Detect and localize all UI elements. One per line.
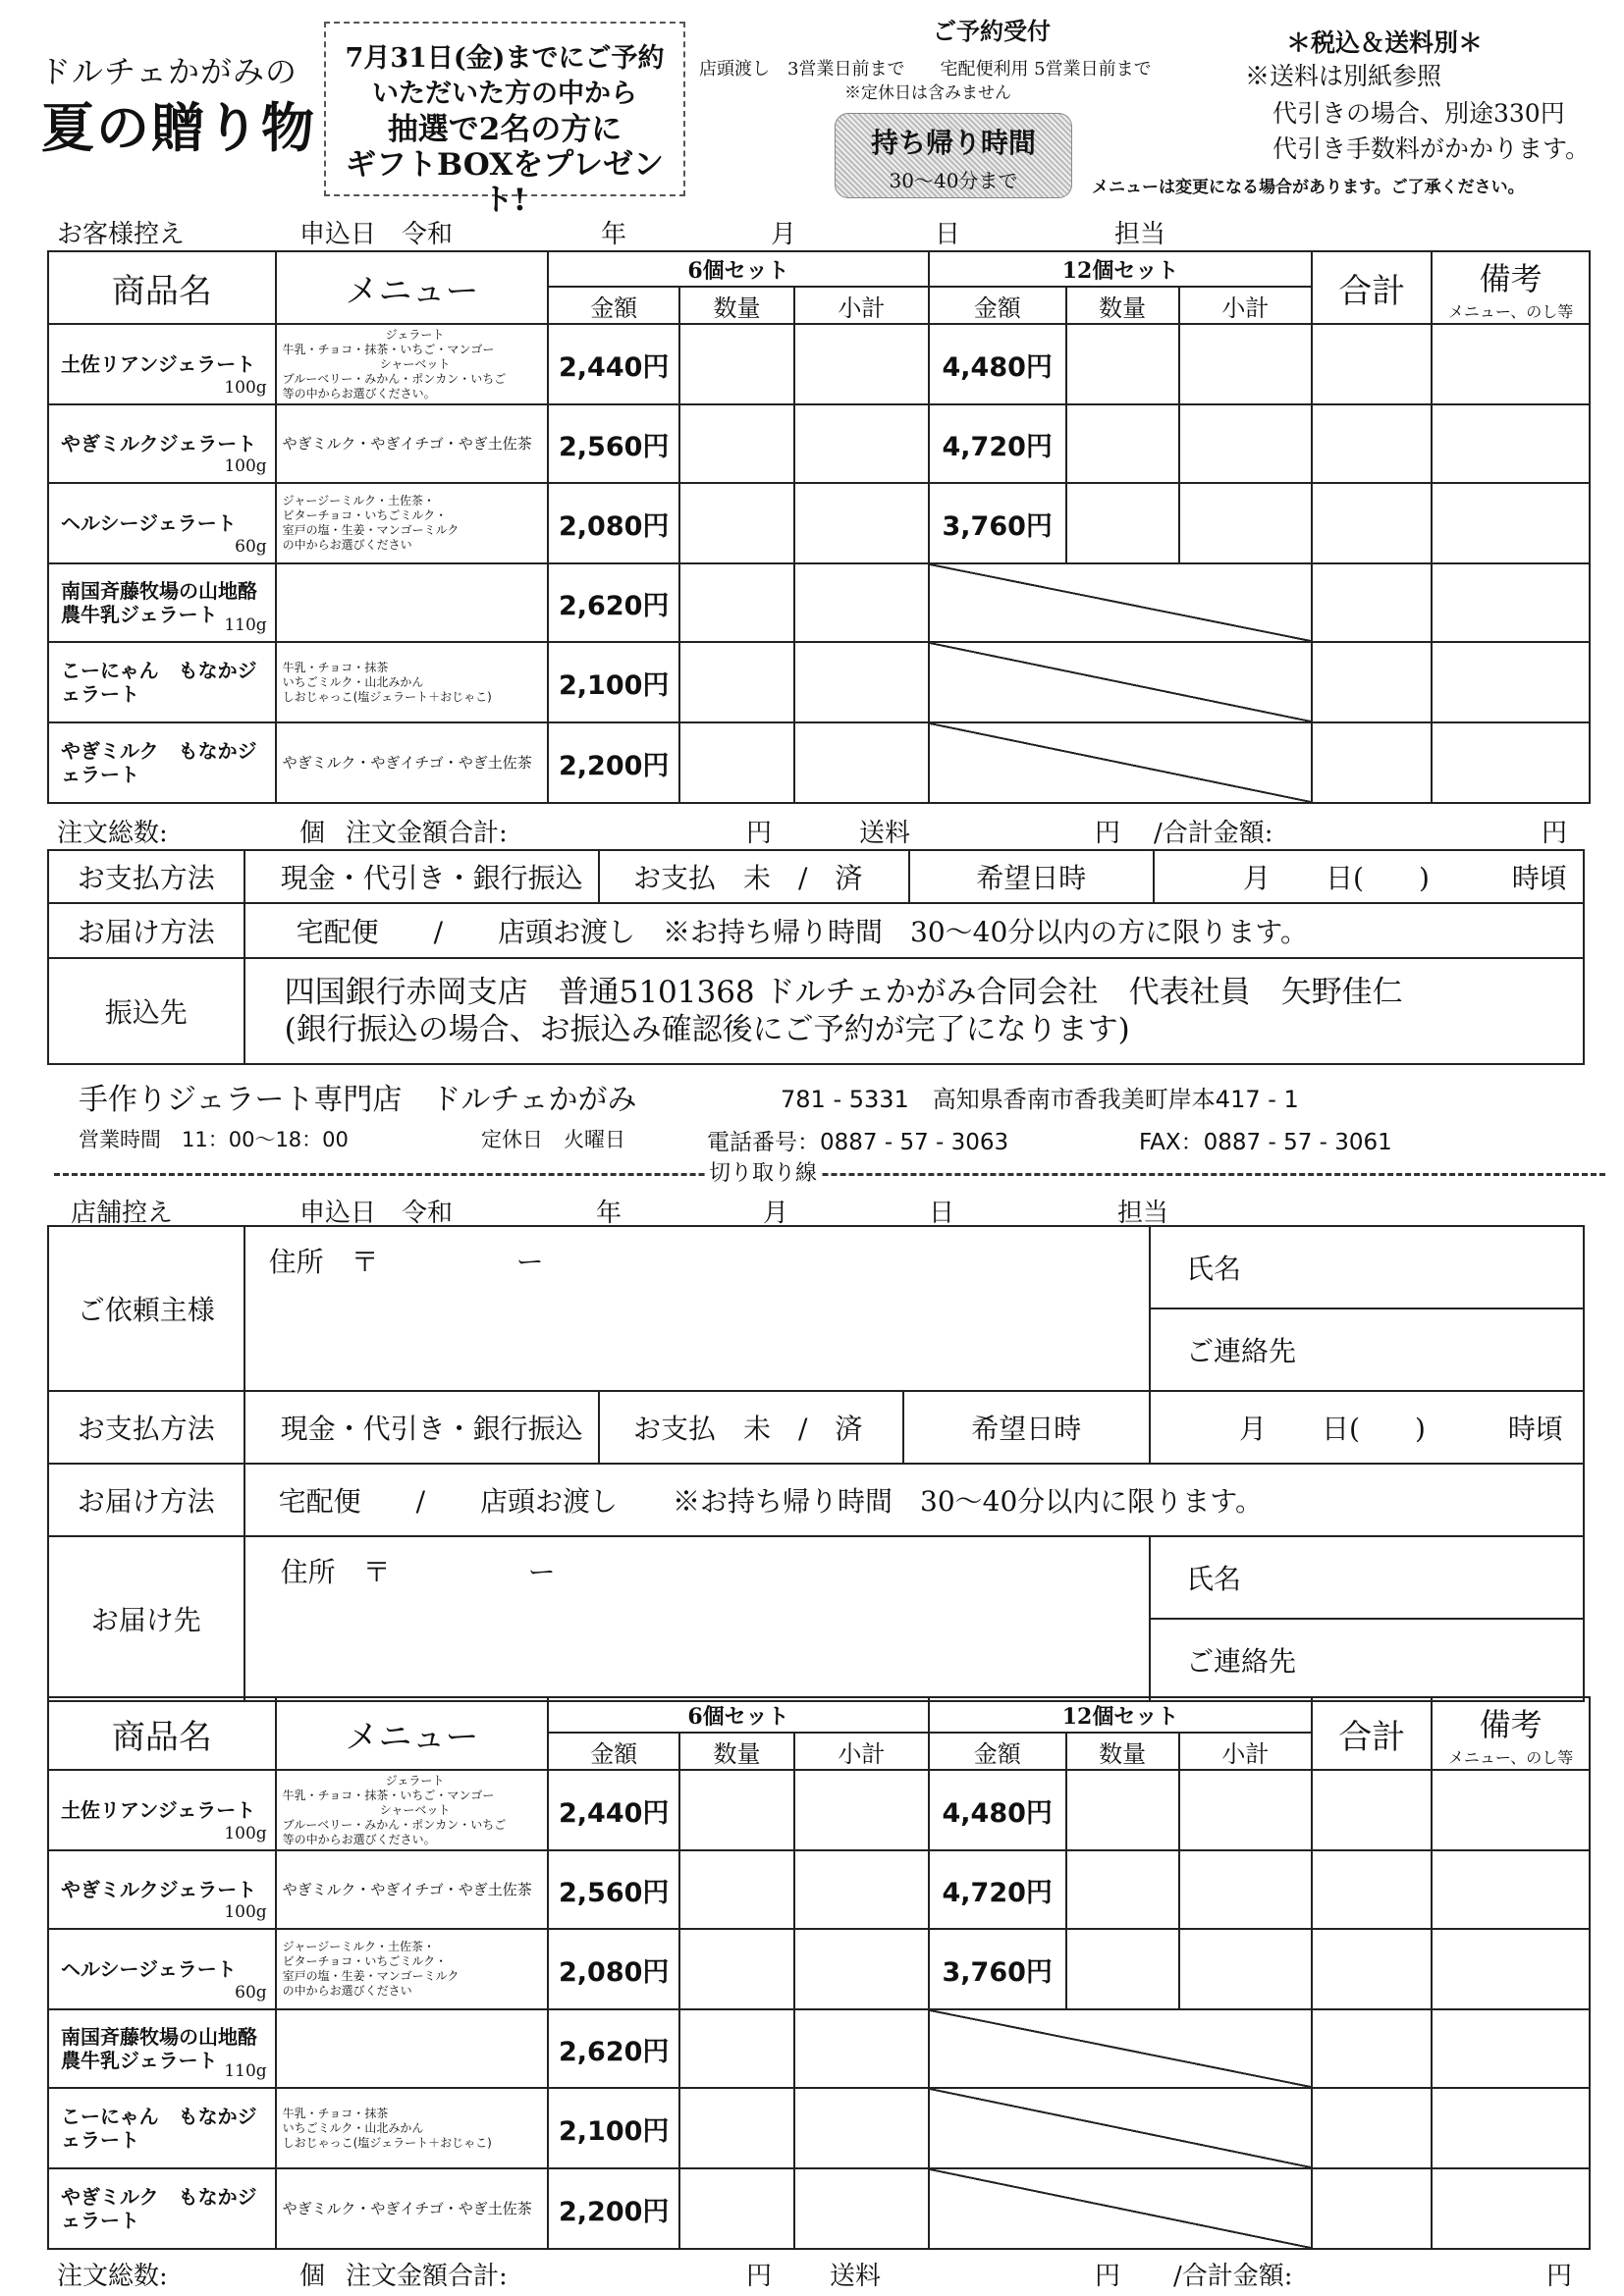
product-menu-line: ジェラート bbox=[385, 1773, 445, 1788]
product-row bbox=[48, 1929, 1590, 2009]
product-menu-line: ビターチョコ・いちごミルク・ bbox=[282, 1954, 448, 1968]
order-count-unit: 個 bbox=[299, 2262, 326, 2291]
order-amount-yen: 円 bbox=[746, 2262, 773, 2291]
set-12-unavailable bbox=[929, 2009, 1313, 2088]
shop-delivery-label: お届け方法 bbox=[48, 1464, 244, 1536]
product-row bbox=[48, 1850, 1590, 1929]
wish-date-value[interactable]: 月 日( ) 時頃 bbox=[1154, 850, 1584, 903]
row-total[interactable] bbox=[1312, 324, 1432, 404]
subtotal-6[interactable] bbox=[794, 642, 929, 722]
cut-line-label: 切り取り線 bbox=[705, 1156, 821, 1187]
recipient-address[interactable]: 住所 〒 ー bbox=[244, 1536, 1150, 1701]
product-menu bbox=[276, 404, 549, 483]
shop-staff-label: 担当 bbox=[1117, 1199, 1169, 1228]
product-menu-line: 室戸の塩・生姜・マンゴーミルク bbox=[282, 1969, 460, 1983]
subtotal-6[interactable] bbox=[794, 404, 929, 483]
takeout-badge bbox=[835, 113, 1072, 198]
cut-line bbox=[54, 1173, 1605, 1176]
subtotal-12[interactable] bbox=[1179, 404, 1313, 483]
product-menu-line: しおじゃっこ(塩ジェラート＋おじゃこ) bbox=[282, 2135, 492, 2150]
set-12-unavailable bbox=[929, 2088, 1313, 2168]
product-row bbox=[48, 324, 1590, 404]
requester-name[interactable]: 氏名 bbox=[1150, 1226, 1584, 1308]
requester-label: ご依頼主様 bbox=[48, 1226, 244, 1391]
recipient-label: お届け先 bbox=[48, 1536, 244, 1701]
qty-6[interactable] bbox=[679, 483, 794, 563]
product-name-text: 南国斉藤牧場の山地酪農牛乳ジェラート bbox=[61, 2025, 257, 2072]
promo-line-1: 7月31日(金)までにご予約 bbox=[345, 43, 665, 74]
row-remarks[interactable] bbox=[1432, 483, 1590, 563]
row-total[interactable] bbox=[1312, 1929, 1432, 2009]
row-remarks[interactable] bbox=[1432, 1770, 1590, 1850]
price-6: 2,100円 bbox=[548, 2088, 679, 2168]
shop-day-label: 日 bbox=[929, 1199, 955, 1228]
header-qty-12: 数量 bbox=[1066, 1733, 1179, 1770]
order-amount-yen: 円 bbox=[746, 819, 773, 848]
product-weight: 110g bbox=[224, 615, 267, 635]
product-row bbox=[48, 722, 1590, 803]
product-name-text: こーにゃん もなかジェラート bbox=[61, 659, 257, 706]
price-12: 4,480円 bbox=[929, 324, 1066, 404]
header-price-6: 金額 bbox=[548, 1733, 679, 1770]
product-menu-line: ジャージーミルク・土佐茶・ bbox=[282, 1940, 435, 1953]
promo-line-4: ギフトBOXをプレゼント! bbox=[345, 147, 665, 218]
product-name bbox=[48, 2168, 276, 2249]
subtotal-12[interactable] bbox=[1179, 1850, 1313, 1929]
product-menu bbox=[276, 722, 549, 803]
row-total[interactable] bbox=[1312, 404, 1432, 483]
requester-contact[interactable]: ご連絡先 bbox=[1150, 1308, 1584, 1391]
product-menu bbox=[276, 2009, 549, 2088]
header-product: 商品名 bbox=[48, 1697, 276, 1770]
product-menu-line: 牛乳・チョコ・抹茶・いちご・マンゴー bbox=[282, 1788, 495, 1802]
subtotal-12[interactable] bbox=[1179, 483, 1313, 563]
bank-line-1: 四国銀行赤岡支店 普通5101368 ドルチェかがみ合同会社 代表社員 矢野佳仁 bbox=[284, 975, 1403, 1010]
qty-6[interactable] bbox=[679, 1929, 794, 2009]
grand-total-yen: 円 bbox=[1546, 2262, 1573, 2291]
header-remarks-title: 備考 bbox=[1479, 1705, 1543, 1743]
product-row bbox=[48, 563, 1590, 642]
product-menu bbox=[276, 2088, 549, 2168]
tax-title: ＊税込＆送料別＊ bbox=[1286, 28, 1484, 57]
shop-closed: 定休日 火曜日 bbox=[481, 1128, 625, 1151]
header-subtotal-6: 小計 bbox=[794, 1733, 929, 1770]
product-name-text: 南国斉藤牧場の山地酪農牛乳ジェラート bbox=[61, 579, 257, 626]
header-remarks-title: 備考 bbox=[1479, 259, 1543, 297]
row-remarks[interactable] bbox=[1432, 2009, 1590, 2088]
shop-name: 手作りジェラート専門店 ドルチェかがみ bbox=[79, 1083, 637, 1117]
product-menu-line: ブルーベリー・みかん・ポンカン・いちご bbox=[282, 371, 507, 386]
product-menu-line: シャーベット bbox=[379, 356, 451, 371]
tax-note-3: 代引き手数料がかかります。 bbox=[1272, 134, 1591, 163]
subtotal-6[interactable] bbox=[794, 563, 929, 642]
qty-12[interactable] bbox=[1066, 1770, 1179, 1850]
product-menu bbox=[276, 483, 549, 563]
price-6: 2,620円 bbox=[548, 563, 679, 642]
row-remarks[interactable] bbox=[1432, 2168, 1590, 2249]
shop-copy-info-table bbox=[47, 1225, 1585, 1702]
header-remarks bbox=[1432, 1697, 1590, 1770]
day-label: 日 bbox=[935, 220, 961, 249]
delivery-label: お届け方法 bbox=[48, 903, 244, 958]
product-name bbox=[48, 563, 276, 642]
product-menu-line: やぎミルク・やぎイチゴ・やぎ土佐茶 bbox=[282, 2199, 532, 2217]
subtotal-6[interactable] bbox=[794, 483, 929, 563]
price-12: 4,720円 bbox=[929, 1850, 1066, 1929]
price-6: 2,560円 bbox=[548, 404, 679, 483]
year-label: 年 bbox=[601, 220, 627, 249]
product-name-text: やぎミルク もなかジェラート bbox=[61, 739, 257, 786]
price-6: 2,200円 bbox=[548, 722, 679, 803]
product-row bbox=[48, 1770, 1590, 1850]
row-remarks[interactable] bbox=[1432, 324, 1590, 404]
payment-label: お支払方法 bbox=[48, 850, 244, 903]
product-name bbox=[48, 2009, 276, 2088]
product-menu-line: 室戸の塩・生姜・マンゴーミルク bbox=[282, 523, 460, 537]
subtotal-6[interactable] bbox=[794, 1929, 929, 2009]
set-12-unavailable bbox=[929, 722, 1313, 803]
row-total[interactable] bbox=[1312, 483, 1432, 563]
price-6: 2,200円 bbox=[548, 2168, 679, 2249]
product-name bbox=[48, 722, 276, 803]
shipping-yen: 円 bbox=[1095, 2262, 1121, 2291]
header-total: 合計 bbox=[1312, 251, 1432, 324]
customer-copy-label: お客様控え bbox=[57, 220, 186, 249]
subtotal-6[interactable] bbox=[794, 1850, 929, 1929]
product-name-text: やぎミルク もなかジェラート bbox=[61, 2185, 257, 2232]
qty-6[interactable] bbox=[679, 2088, 794, 2168]
header-price-6: 金額 bbox=[548, 287, 679, 324]
row-remarks[interactable] bbox=[1432, 1850, 1590, 1929]
requester-address[interactable]: 住所 〒 ー bbox=[244, 1226, 1150, 1391]
qty-12[interactable] bbox=[1066, 1850, 1179, 1929]
shop-hours: 営業時間 11：00〜18：00 bbox=[79, 1128, 349, 1151]
row-total[interactable] bbox=[1312, 2088, 1432, 2168]
tax-note-1: ※送料は別紙参照 bbox=[1245, 62, 1442, 90]
row-total[interactable] bbox=[1312, 2009, 1432, 2088]
wish-date-label: 希望日時 bbox=[909, 850, 1154, 903]
shipping-yen: 円 bbox=[1095, 819, 1121, 848]
product-name bbox=[48, 642, 276, 722]
product-name bbox=[48, 2088, 276, 2168]
applied-date-label: 申込日 令和 bbox=[299, 220, 454, 249]
shop-wish-date-value[interactable]: 月 日( ) 時頃 bbox=[1150, 1391, 1584, 1464]
qty-6[interactable] bbox=[679, 2009, 794, 2088]
payment-status[interactable]: お支払 未 / 済 bbox=[599, 850, 909, 903]
header-set-6: 6個セット bbox=[548, 251, 929, 287]
row-total[interactable] bbox=[1312, 1770, 1432, 1850]
shipping-label: 送料 bbox=[859, 819, 911, 848]
qty-6[interactable] bbox=[679, 722, 794, 803]
bank-label: 振込先 bbox=[48, 958, 244, 1064]
takeout-sub: 30〜40分まで bbox=[889, 169, 1018, 192]
row-total[interactable] bbox=[1312, 563, 1432, 642]
product-table-bottom bbox=[47, 1696, 1591, 2250]
price-6: 2,620円 bbox=[548, 2009, 679, 2088]
product-menu-line: 牛乳・チョコ・抹茶 bbox=[282, 2106, 389, 2120]
product-weight: 60g bbox=[235, 1983, 267, 2002]
product-menu-line: ブルーベリー・みかん・ポンカン・いちご bbox=[282, 1817, 507, 1832]
product-menu bbox=[276, 324, 549, 404]
product-name bbox=[48, 1770, 276, 1850]
set-12-unavailable bbox=[929, 642, 1313, 722]
subtotal-6[interactable] bbox=[794, 2088, 929, 2168]
product-name-text: 土佐リアンジェラート bbox=[61, 352, 256, 376]
header-subtotal-12: 小計 bbox=[1179, 287, 1313, 324]
product-menu-line: 等の中からお選びください。 bbox=[282, 1832, 436, 1846]
shop-year-label: 年 bbox=[596, 1199, 623, 1228]
row-remarks[interactable] bbox=[1432, 642, 1590, 722]
header-subtotal-12: 小計 bbox=[1179, 1733, 1313, 1770]
shop-tel: 電話番号：0887 - 57 - 3063 bbox=[707, 1130, 1009, 1155]
subtotal-6[interactable] bbox=[794, 722, 929, 803]
product-weight: 100g bbox=[224, 378, 267, 398]
brand-subtitle: ドルチェかがみの bbox=[39, 53, 298, 90]
price-6: 2,560円 bbox=[548, 1850, 679, 1929]
subtotal-6[interactable] bbox=[794, 2168, 929, 2249]
product-menu-line: シャーベット bbox=[379, 1802, 451, 1817]
product-menu-line: 牛乳・チョコ・抹茶 bbox=[282, 660, 389, 674]
order-amount-label: 注文金額合計: bbox=[346, 819, 508, 848]
grand-total-label: /合計金額: bbox=[1173, 2262, 1293, 2291]
bank-line-2: (銀行振込の場合、お振込み確認後にご予約が完了になります) bbox=[284, 1012, 1130, 1047]
header-qty-6: 数量 bbox=[679, 1733, 794, 1770]
price-12: 3,760円 bbox=[929, 483, 1066, 563]
header-set-12: 12個セット bbox=[929, 1697, 1313, 1733]
header-qty-12: 数量 bbox=[1066, 287, 1179, 324]
product-weight: 100g bbox=[224, 1902, 267, 1922]
header-menu: メニュー bbox=[276, 251, 549, 324]
product-menu-line: ジェラート bbox=[385, 327, 445, 342]
month-label: 月 bbox=[771, 220, 797, 249]
product-name bbox=[48, 1929, 276, 2009]
qty-6[interactable] bbox=[679, 2168, 794, 2249]
shop-fax: FAX：0887 - 57 - 3061 bbox=[1139, 1130, 1392, 1155]
qty-12[interactable] bbox=[1066, 483, 1179, 563]
row-remarks[interactable] bbox=[1432, 2088, 1590, 2168]
product-name bbox=[48, 1850, 276, 1929]
header-set-6: 6個セット bbox=[548, 1697, 929, 1733]
product-row bbox=[48, 2088, 1590, 2168]
shop-payment-options[interactable]: 現金・代引き・銀行振込 bbox=[244, 1391, 599, 1464]
promo-line-3: 抽選で2名の方に bbox=[387, 112, 623, 147]
reservation-note: ※定休日は含みません bbox=[844, 83, 1011, 103]
grand-total-label: /合計金額: bbox=[1154, 819, 1273, 848]
product-menu-line: ジャージーミルク・土佐茶・ bbox=[282, 494, 435, 507]
shop-applied-date-label: 申込日 令和 bbox=[299, 1199, 454, 1228]
shop-copy-label: 店舗控え bbox=[71, 1199, 174, 1228]
price-6: 2,440円 bbox=[548, 1770, 679, 1850]
shipping-label: 送料 bbox=[830, 2262, 882, 2291]
reservation-deadline: 店頭渡し 3営業日前まで 宅配便利用 5営業日前まで bbox=[699, 59, 1152, 80]
subtotal-12[interactable] bbox=[1179, 1770, 1313, 1850]
shop-wish-date-label: 希望日時 bbox=[903, 1391, 1150, 1464]
product-menu bbox=[276, 2168, 549, 2249]
product-menu-line: いちごミルク・山北みかん bbox=[282, 674, 424, 689]
header-total: 合計 bbox=[1312, 1697, 1432, 1770]
brand-title: 夏の贈り物 bbox=[41, 96, 316, 159]
product-weight: 100g bbox=[224, 1824, 267, 1843]
order-count-label: 注文総数: bbox=[57, 2262, 168, 2291]
qty-6[interactable] bbox=[679, 642, 794, 722]
row-remarks[interactable] bbox=[1432, 563, 1590, 642]
order-count-unit: 個 bbox=[299, 819, 326, 848]
payment-options[interactable]: 現金・代引き・銀行振込 bbox=[244, 850, 599, 903]
product-menu-line: やぎミルク・やぎイチゴ・やぎ土佐茶 bbox=[282, 434, 532, 453]
product-menu-line: の中からお選びください bbox=[282, 1984, 412, 1998]
qty-6[interactable] bbox=[679, 1850, 794, 1929]
shop-payment-status[interactable]: お支払 未 / 済 bbox=[599, 1391, 903, 1464]
price-6: 2,100円 bbox=[548, 642, 679, 722]
row-remarks[interactable] bbox=[1432, 404, 1590, 483]
order-amount-label: 注文金額合計: bbox=[346, 2262, 508, 2291]
header-price-12: 金額 bbox=[929, 1733, 1066, 1770]
product-menu bbox=[276, 1850, 549, 1929]
promo-line-2: いただいた方の中から bbox=[372, 79, 637, 109]
product-menu-line: 牛乳・チョコ・抹茶・いちご・マンゴー bbox=[282, 342, 495, 356]
product-menu bbox=[276, 1770, 549, 1850]
product-name-text: 土佐リアンジェラート bbox=[61, 1798, 256, 1822]
payment-table-top bbox=[47, 849, 1585, 1065]
shop-payment-label: お支払方法 bbox=[48, 1391, 244, 1464]
product-menu-line: やぎミルク・やぎイチゴ・やぎ土佐茶 bbox=[282, 1880, 532, 1898]
price-12: 4,720円 bbox=[929, 404, 1066, 483]
staff-label: 担当 bbox=[1114, 220, 1166, 249]
qty-12[interactable] bbox=[1066, 1929, 1179, 2009]
row-remarks[interactable] bbox=[1432, 1929, 1590, 2009]
product-name-text: ヘルシージェラート bbox=[61, 511, 237, 535]
product-menu-line: ビターチョコ・いちごミルク・ bbox=[282, 508, 448, 522]
row-total[interactable] bbox=[1312, 722, 1432, 803]
product-row bbox=[48, 2168, 1590, 2249]
product-weight: 110g bbox=[224, 2061, 267, 2081]
product-menu bbox=[276, 1929, 549, 2009]
product-row bbox=[48, 483, 1590, 563]
subtotal-6[interactable] bbox=[794, 1770, 929, 1850]
subtotal-12[interactable] bbox=[1179, 324, 1313, 404]
product-weight: 60g bbox=[235, 537, 267, 557]
product-menu bbox=[276, 642, 549, 722]
shop-address: 781 - 5331 高知県香南市香我美町岸本417 - 1 bbox=[781, 1086, 1299, 1113]
product-row bbox=[48, 404, 1590, 483]
product-table-top bbox=[47, 250, 1591, 804]
product-menu-line: 等の中からお選びください。 bbox=[282, 386, 436, 400]
row-total[interactable] bbox=[1312, 2168, 1432, 2249]
shop-month-label: 月 bbox=[763, 1199, 789, 1228]
header-remarks-sub: メニュー、のし等 bbox=[1447, 301, 1574, 321]
grand-total-yen: 円 bbox=[1542, 819, 1568, 848]
product-weight: 100g bbox=[224, 456, 267, 476]
price-12: 4,480円 bbox=[929, 1770, 1066, 1850]
qty-6[interactable] bbox=[679, 1770, 794, 1850]
takeout-title: 持ち帰り時間 bbox=[870, 127, 1036, 159]
price-6: 2,080円 bbox=[548, 483, 679, 563]
qty-12[interactable] bbox=[1066, 404, 1179, 483]
product-name-text: こーにゃん もなかジェラート bbox=[61, 2105, 257, 2152]
row-remarks[interactable] bbox=[1432, 722, 1590, 803]
header-subtotal-6: 小計 bbox=[794, 287, 929, 324]
header-remarks bbox=[1432, 251, 1590, 324]
price-12: 3,760円 bbox=[929, 1929, 1066, 2009]
row-total[interactable] bbox=[1312, 1850, 1432, 1929]
set-12-unavailable bbox=[929, 2168, 1313, 2249]
product-row bbox=[48, 2009, 1590, 2088]
delivery-options[interactable]: 宅配便 / 店頭お渡し ※お持ち帰り時間 30〜40分以内の方に限ります。 bbox=[244, 903, 1584, 958]
row-total[interactable] bbox=[1312, 642, 1432, 722]
qty-6[interactable] bbox=[679, 404, 794, 483]
product-menu-line: やぎミルク・やぎイチゴ・やぎ土佐茶 bbox=[282, 753, 532, 772]
price-6: 2,440円 bbox=[548, 324, 679, 404]
product-name bbox=[48, 324, 276, 404]
product-name-text: やぎミルクジェラート bbox=[61, 432, 257, 455]
header-menu: メニュー bbox=[276, 1697, 549, 1770]
product-name-text: ヘルシージェラート bbox=[61, 1957, 237, 1981]
product-row bbox=[48, 642, 1590, 722]
header-remarks-sub: メニュー、のし等 bbox=[1447, 1747, 1574, 1767]
product-menu bbox=[276, 563, 549, 642]
header-set-12: 12個セット bbox=[929, 251, 1313, 287]
subtotal-12[interactable] bbox=[1179, 1929, 1313, 2009]
product-name bbox=[48, 404, 276, 483]
tax-note-2: 代引きの場合、別途330円 bbox=[1272, 99, 1565, 128]
qty-6[interactable] bbox=[679, 324, 794, 404]
header-product: 商品名 bbox=[48, 251, 276, 324]
header-qty-6: 数量 bbox=[679, 287, 794, 324]
qty-6[interactable] bbox=[679, 563, 794, 642]
product-menu-line: いちごミルク・山北みかん bbox=[282, 2120, 424, 2135]
reservation-title: ご予約受付 bbox=[933, 17, 1051, 45]
promo-box bbox=[324, 22, 685, 218]
bank-info bbox=[244, 958, 1584, 1064]
set-12-unavailable bbox=[929, 563, 1313, 642]
qty-12[interactable] bbox=[1066, 324, 1179, 404]
shop-delivery-options[interactable]: 宅配便 / 店頭お渡し ※お持ち帰り時間 30〜40分以内に限ります。 bbox=[244, 1464, 1584, 1536]
subtotal-6[interactable] bbox=[794, 2009, 929, 2088]
price-6: 2,080円 bbox=[548, 1929, 679, 2009]
recipient-contact[interactable]: ご連絡先 bbox=[1150, 1619, 1584, 1701]
order-count-label: 注文総数: bbox=[57, 819, 168, 848]
header-price-12: 金額 bbox=[929, 287, 1066, 324]
product-name-text: やぎミルクジェラート bbox=[61, 1878, 257, 1901]
product-menu-line: の中からお選びください bbox=[282, 538, 412, 552]
subtotal-6[interactable] bbox=[794, 324, 929, 404]
recipient-name[interactable]: 氏名 bbox=[1150, 1536, 1584, 1619]
product-name bbox=[48, 483, 276, 563]
menu-change-note: メニューは変更になる場合があります。ご了承ください。 bbox=[1092, 178, 1525, 197]
product-menu-line: しおじゃっこ(塩ジェラート＋おじゃこ) bbox=[282, 689, 492, 704]
